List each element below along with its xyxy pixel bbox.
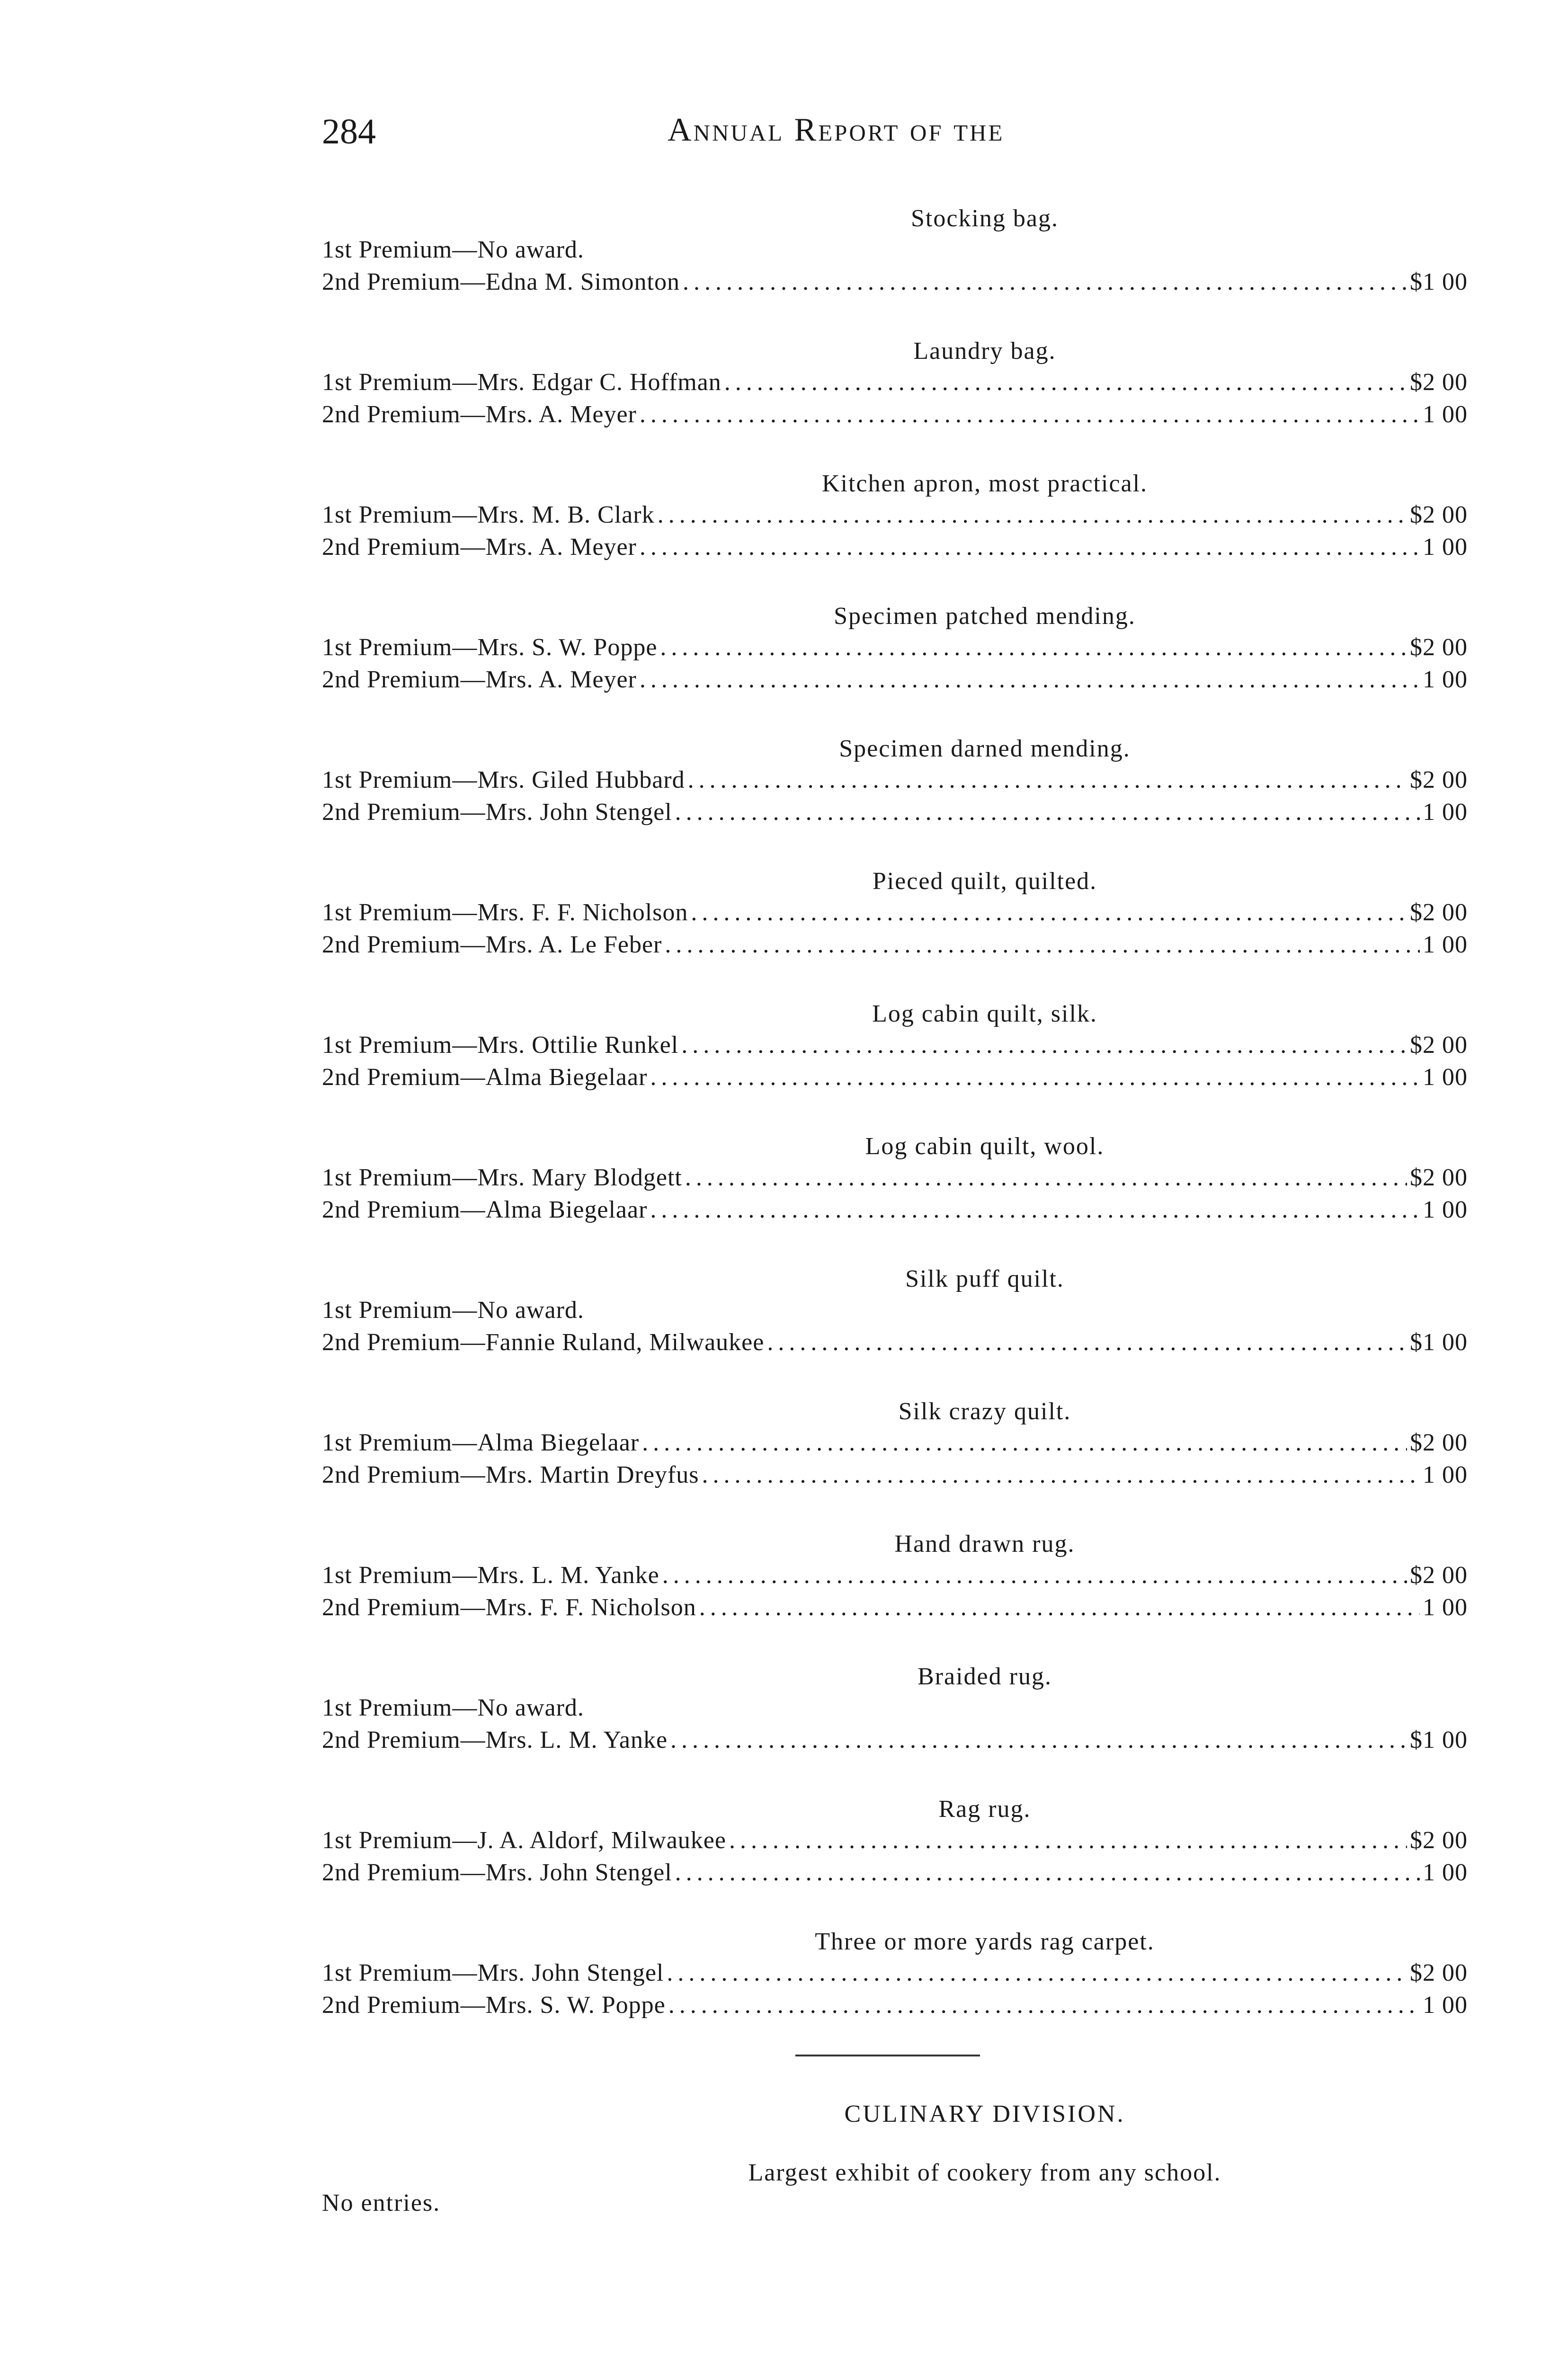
premium-recipient: 2nd Premium—Mrs. F. F. Nicholson [322,1594,696,1621]
dot-leader [658,499,1407,531]
premium-category [322,866,1468,961]
premium-recipient: 1st Premium—Mrs. Ottilie Runkel [322,1032,679,1059]
premium-amount: 1 00 [1423,1461,1468,1488]
premium-amount: $2 00 [1410,766,1468,793]
premium-category [322,469,1468,563]
premium-entry [322,1957,1468,1989]
dot-leader [675,1857,1420,1889]
premium-entry [322,929,1468,961]
premium-recipient: 2nd Premium—Mrs. A. Meyer [322,401,637,428]
category-title: Kitchen apron, most practical. [821,470,1148,497]
premium-entry [322,1061,1468,1094]
premium-category [322,336,1468,431]
premium-recipient: 1st Premium—Mrs. Giled Hubbard [322,766,685,793]
premium-entry [322,234,1468,266]
premium-entry [322,1427,1468,1459]
premium-entry [322,1459,1468,1491]
premium-entry [322,1162,1468,1194]
premium-recipient: 1st Premium—Mrs. Edgar C. Hoffman [322,369,722,396]
category-title: Specimen darned mending. [839,735,1131,762]
premium-entry [322,897,1468,929]
page-number: 284 [322,112,376,151]
premium-recipient: 2nd Premium—Fannie Ruland, Milwaukee [322,1329,765,1356]
premium-amount: $2 00 [1410,1164,1468,1191]
premium-recipient: 2nd Premium—Mrs. A. Meyer [322,534,637,561]
dot-leader [665,929,1420,961]
category-title: Braided rug. [918,1663,1052,1690]
division-title: CULINARY DIVISION. [844,2100,1125,2127]
premium-entry [322,1294,1468,1326]
category-title: Log cabin quilt, wool. [865,1133,1105,1160]
premium-entry [322,1592,1468,1624]
section-divider [795,2055,980,2056]
premium-recipient: 1st Premium—J. A. Aldorf, Milwaukee [322,1827,726,1854]
dot-leader [660,632,1407,664]
dot-leader [767,1326,1407,1359]
premium-recipient: 1st Premium—Mrs. L. M. Yanke [322,1562,659,1589]
premium-recipient: 2nd Premium—Mrs. S. W. Poppe [322,1992,666,2019]
dot-leader [640,399,1420,431]
premium-entry [322,366,1468,399]
premium-entry [322,632,1468,664]
dot-leader [683,266,1407,298]
premium-entry [322,399,1468,431]
premium-category [322,1397,1468,1491]
premium-entry [322,266,1468,298]
premium-recipient: 2nd Premium—Alma Biegelaar [322,1064,648,1091]
category-title: Stocking bag. [911,205,1059,232]
premium-amount: 1 00 [1423,931,1468,958]
premium-category [322,204,1468,298]
division-subtitle: Largest exhibit of cookery from any school. [748,2159,1221,2186]
premium-entry [322,664,1468,696]
category-title: Silk crazy quilt. [898,1398,1071,1425]
premium-amount: $1 00 [1410,268,1468,295]
premium-entry [322,1194,1468,1226]
dot-leader [699,1592,1420,1624]
page-header-title: Annual Report of the [668,112,1005,148]
dot-leader [685,1162,1407,1194]
premium-amount: 1 00 [1423,1196,1468,1223]
premium-amount: $2 00 [1410,1032,1468,1059]
premium-category [322,734,1468,828]
premium-recipient: 1st Premium—No award. [322,236,584,263]
premium-entry [322,796,1468,828]
category-title: Hand drawn rug. [894,1531,1075,1557]
premium-category [322,1927,1468,2021]
dot-leader [640,531,1420,563]
premium-entry [322,1692,1468,1724]
premium-entry [322,531,1468,563]
premium-recipient: 2nd Premium—Alma Biegelaar [322,1196,648,1223]
running-head [322,111,1468,163]
premium-recipient: 1st Premium—No award. [322,1694,584,1721]
premium-amount: $2 00 [1410,634,1468,661]
category-title: Specimen patched mending. [834,603,1136,630]
premium-category [322,1794,1468,1889]
category-title: Log cabin quilt, silk. [872,1000,1097,1027]
premium-list [322,204,1468,2218]
premium-entry [322,764,1468,796]
division-note: No entries. [322,2189,441,2216]
premium-amount: $2 00 [1410,1429,1468,1456]
premium-recipient: 1st Premium—Mrs. F. F. Nicholson [322,899,688,926]
premium-amount: $2 00 [1410,899,1468,926]
premium-entry [322,499,1468,531]
premium-entry [322,1724,1468,1756]
premium-recipient: 1st Premium—No award. [322,1297,584,1324]
category-title: Three or more yards rag carpet. [815,1928,1155,1955]
premium-amount: $2 00 [1410,501,1468,528]
dot-leader [662,1559,1407,1592]
premium-amount: 1 00 [1423,401,1468,428]
premium-entry [322,1559,1468,1592]
dot-leader [675,796,1420,828]
dot-leader [642,1427,1407,1459]
dot-leader [650,1061,1420,1094]
category-title: Silk puff quilt. [905,1265,1064,1292]
premium-entry [322,1857,1468,1889]
premium-amount: $2 00 [1410,1562,1468,1589]
premium-recipient: 2nd Premium—Mrs. A. Le Feber [322,931,662,958]
premium-amount: 1 00 [1423,1859,1468,1886]
dot-leader [650,1194,1420,1226]
premium-category [322,1529,1468,1624]
premium-amount: $1 00 [1410,1329,1468,1356]
premium-entry [322,1989,1468,2021]
dot-leader [702,1459,1420,1491]
category-title: Rag rug. [938,1796,1031,1823]
premium-recipient: 2nd Premium—Mrs. Martin Dreyfus [322,1461,699,1488]
premium-amount: 1 00 [1423,666,1468,693]
premium-recipient: 2nd Premium—Mrs. L. M. Yanke [322,1726,668,1753]
premium-recipient: 2nd Premium—Mrs. A. Meyer [322,666,637,693]
premium-entry [322,1824,1468,1857]
premium-entry [322,1326,1468,1359]
dot-leader [668,1989,1420,2021]
dot-leader [724,366,1407,399]
premium-entry [322,1029,1468,1061]
premium-recipient: 1st Premium—Mrs. M. B. Clark [322,501,655,528]
premium-recipient: 2nd Premium—Mrs. John Stengel [322,1859,672,1886]
dot-leader [688,764,1407,796]
premium-amount: 1 00 [1423,534,1468,561]
dot-leader [670,1724,1407,1756]
premium-amount: $2 00 [1410,1959,1468,1986]
premium-amount: 1 00 [1423,1992,1468,2019]
dot-leader [667,1957,1407,1989]
premium-amount: $2 00 [1410,369,1468,396]
category-title: Laundry bag. [913,338,1056,365]
premium-category [322,1662,1468,1756]
premium-recipient: 1st Premium—Mrs. John Stengel [322,1959,664,1986]
premium-recipient: 1st Premium—Mrs. Mary Blodgett [322,1164,682,1191]
premium-amount: 1 00 [1423,1594,1468,1621]
premium-category [322,999,1468,1094]
premium-category [322,1131,1468,1226]
premium-recipient: 1st Premium—Alma Biegelaar [322,1429,640,1456]
premium-recipient: 2nd Premium—Mrs. John Stengel [322,799,672,826]
premium-recipient: 2nd Premium—Edna M. Simonton [322,268,680,295]
premium-category [322,1264,1468,1359]
premium-amount: 1 00 [1423,1064,1468,1091]
dot-leader [681,1029,1407,1061]
dot-leader [640,664,1420,696]
premium-amount: 1 00 [1423,799,1468,826]
premium-amount: $1 00 [1410,1726,1468,1753]
premium-amount: $2 00 [1410,1827,1468,1854]
premium-category [322,601,1468,696]
premium-recipient: 1st Premium—Mrs. S. W. Poppe [322,634,658,661]
category-title: Pieced quilt, quilted. [872,868,1097,895]
dot-leader [691,897,1407,929]
dot-leader [729,1824,1407,1857]
